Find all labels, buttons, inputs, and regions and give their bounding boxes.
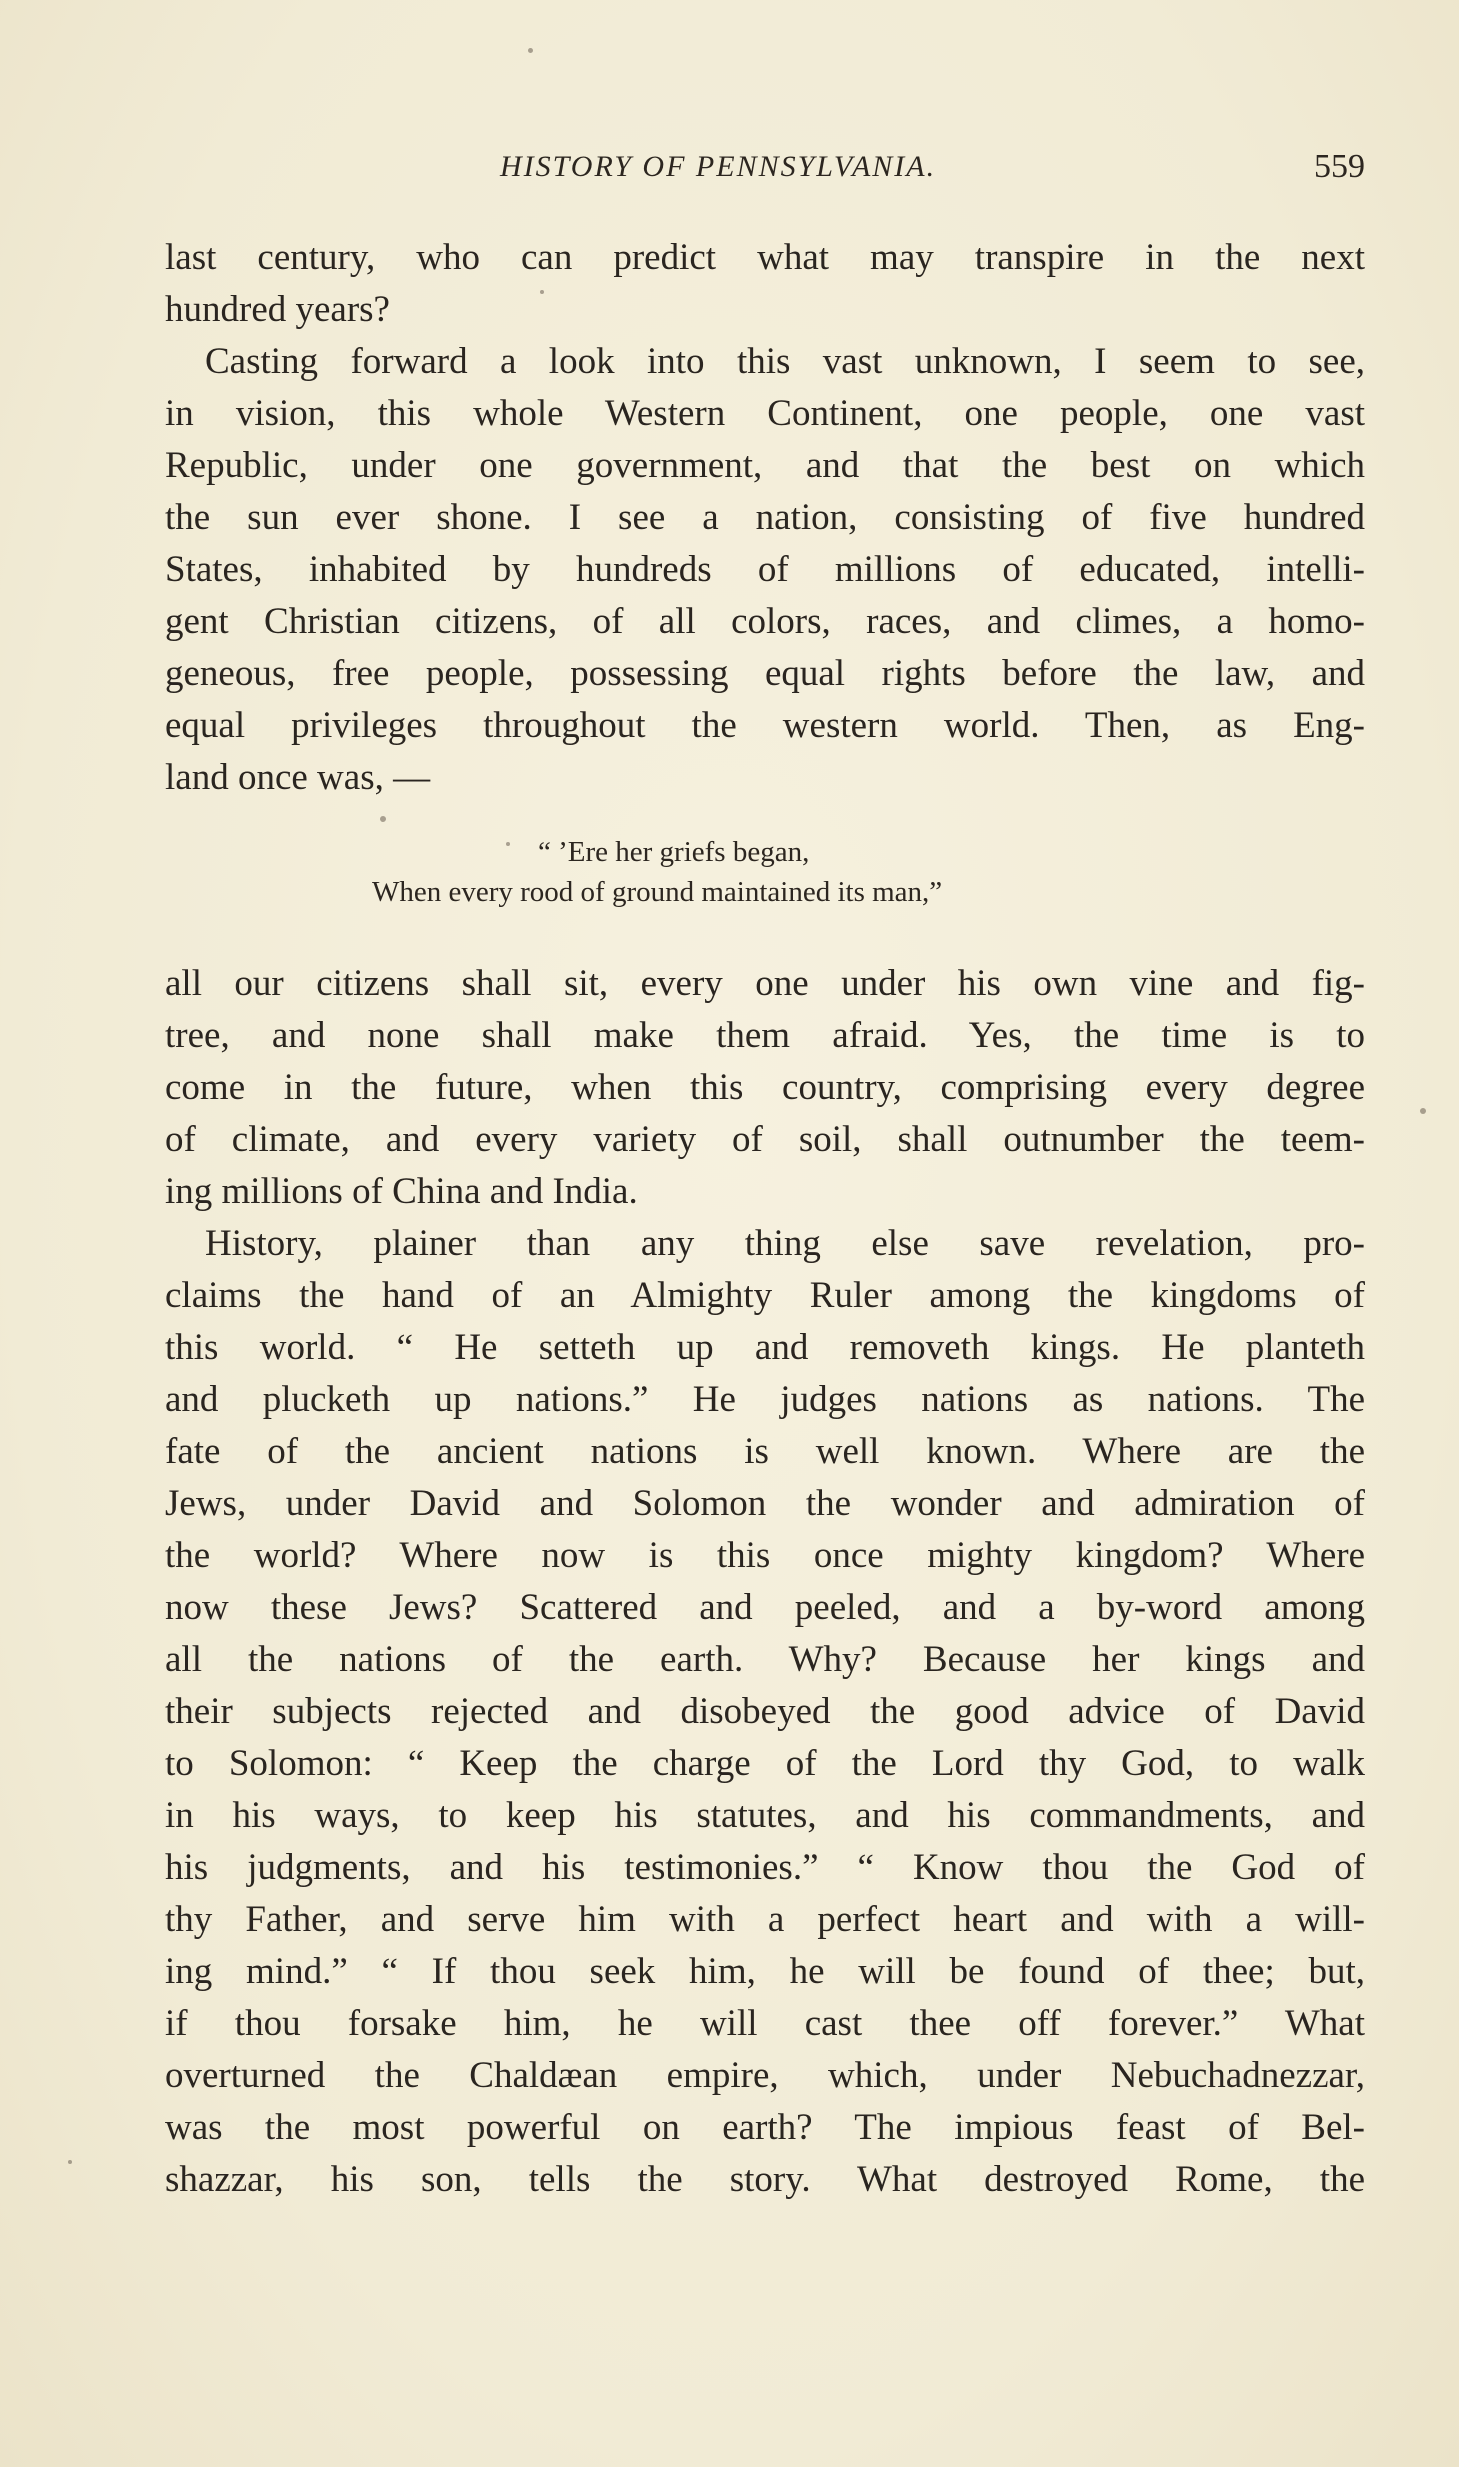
paper-speck <box>540 290 544 294</box>
text-line: ing millions of China and India. <box>165 1171 638 1212</box>
text-line: this world. “ He setteth up and removeth kings. He planteth <box>165 1327 1365 1368</box>
text-line: all our citizens shall sit, every one under his own vine and fig- <box>165 963 1365 1004</box>
text-line: fate of the ancient nations is well known. Where are the <box>165 1431 1365 1472</box>
text-line: History, plainer than any thing else save revelation, pro- <box>205 1223 1365 1264</box>
text-line: tree, and none shall make them afraid. Yes, the time is to <box>165 1015 1365 1056</box>
text-line: to Solomon: “ Keep the charge of the Lord thy God, to walk <box>165 1743 1365 1784</box>
text-line: overturned the Chaldæan empire, which, under Nebuchadnezzar, <box>165 2055 1365 2096</box>
text-line: in his ways, to keep his statutes, and his commandments, and <box>165 1795 1365 1836</box>
text-line: was the most powerful on earth? The impious feast of Bel- <box>165 2107 1365 2148</box>
text-line: his judgments, and his testimonies.” “ Know thou the God of <box>165 1847 1365 1888</box>
text-line: of climate, and every variety of soil, shall outnumber the teem- <box>165 1119 1365 1160</box>
text-line: gent Christian citizens, of all colors, races, and climes, a homo- <box>165 601 1365 642</box>
text-line: if thou forsake him, he will cast thee off forever.” What <box>165 2003 1365 2044</box>
text-line: now these Jews? Scattered and peeled, and a by-word among <box>165 1587 1365 1628</box>
text-line: Casting forward a look into this vast unknown, I seem to see, <box>205 341 1365 382</box>
text-line: all the nations of the earth. Why? Because her kings and <box>165 1639 1365 1680</box>
text-line: equal privileges throughout the western world. Then, as Eng- <box>165 705 1365 746</box>
text-line: Jews, under David and Solomon the wonder and admiration of <box>165 1483 1365 1524</box>
text-line: in vision, this whole Western Continent, one people, one vast <box>165 393 1365 434</box>
text-line: thy Father, and serve him with a perfect heart and with a will- <box>165 1899 1365 1940</box>
paper-speck <box>506 842 510 846</box>
text-line: come in the future, when this country, comprising every degree <box>165 1067 1365 1108</box>
text-line: their subjects rejected and disobeyed the good advice of David <box>165 1691 1365 1732</box>
running-head: HISTORY OF PENNSYLVANIA. <box>500 150 937 183</box>
text-line: hundred years? <box>165 289 390 330</box>
text-line: and plucketh up nations.” He judges nations as nations. The <box>165 1379 1365 1420</box>
page-number: 559 <box>1314 148 1365 185</box>
text-line: geneous, free people, possessing equal rights before the law, and <box>165 653 1365 694</box>
text-line: last century, who can predict what may transpire in the next <box>165 237 1365 278</box>
paper-speck <box>1420 1108 1426 1114</box>
text-line: ing mind.” “ If thou seek him, he will be found of thee; but, <box>165 1951 1365 1992</box>
text-line: Republic, under one government, and that the best on which <box>165 445 1365 486</box>
paper-speck <box>68 2160 72 2164</box>
quote-line: When every rood of ground maintained its man,” <box>372 876 943 908</box>
quote-line: “ ’Ere her griefs began, <box>538 836 810 868</box>
page-header <box>165 150 1365 200</box>
paper-speck <box>380 816 386 822</box>
text-line: the sun ever shone. I see a nation, consisting of five hundred <box>165 497 1365 538</box>
text-line: claims the hand of an Almighty Ruler among the kingdoms of <box>165 1275 1365 1316</box>
text-line: the world? Where now is this once mighty kingdom? Where <box>165 1535 1365 1576</box>
text-line: States, inhabited by hundreds of millions of educated, intelli- <box>165 549 1365 590</box>
paper-speck <box>528 48 533 53</box>
text-line: shazzar, his son, tells the story. What destroyed Rome, the <box>165 2159 1365 2200</box>
text-line: land once was, — <box>165 757 431 798</box>
